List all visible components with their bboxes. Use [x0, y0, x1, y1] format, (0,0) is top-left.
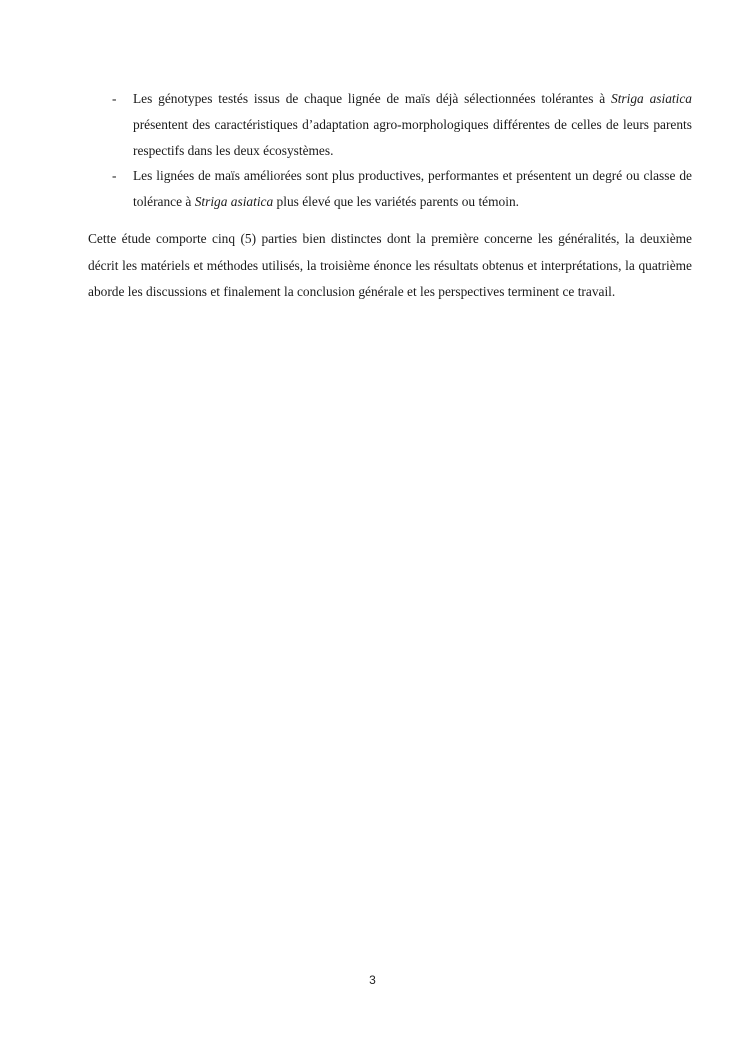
list-item: [88, 163, 692, 215]
text-segment: présentent des caractéristiques d’adaptation agro-morphologiques différentes de celles de leurs parents respectifs dans les deux écosystèmes.: [133, 116, 692, 158]
text-segment: Les lignées de maïs améliorées sont plus productives, performantes et présentent un degré ou classe de tolérance à: [133, 168, 692, 210]
bullet-text: [133, 86, 692, 163]
page-number: 3: [369, 973, 376, 987]
text-segment: Les génotypes testés issus de chaque lignée de maïs déjà sélectionnées tolérantes à: [133, 91, 612, 106]
text-segment: plus élevé que les variétés parents ou témoin.: [273, 194, 519, 210]
bullet-dash: -: [112, 168, 117, 184]
hypothesis-list: [88, 86, 692, 215]
bullet-dash: -: [112, 91, 117, 106]
species-name: Striga asiatica: [194, 194, 274, 210]
list-item: [88, 86, 692, 163]
species-name: Striga asiatica: [611, 91, 692, 106]
body-paragraph: Cette étude comporte cinq (5) parties bien distinctes dont la première concerne les généralités, la deuxième décrit les matériels et méthodes utilisés, la troisième énonce les résultats obtenus et interprétations, la quatrième aborde les discussions et finalement la conclusion générale et les perspectives terminent ce travail.: [88, 231, 692, 299]
bullet-text: [133, 163, 692, 215]
